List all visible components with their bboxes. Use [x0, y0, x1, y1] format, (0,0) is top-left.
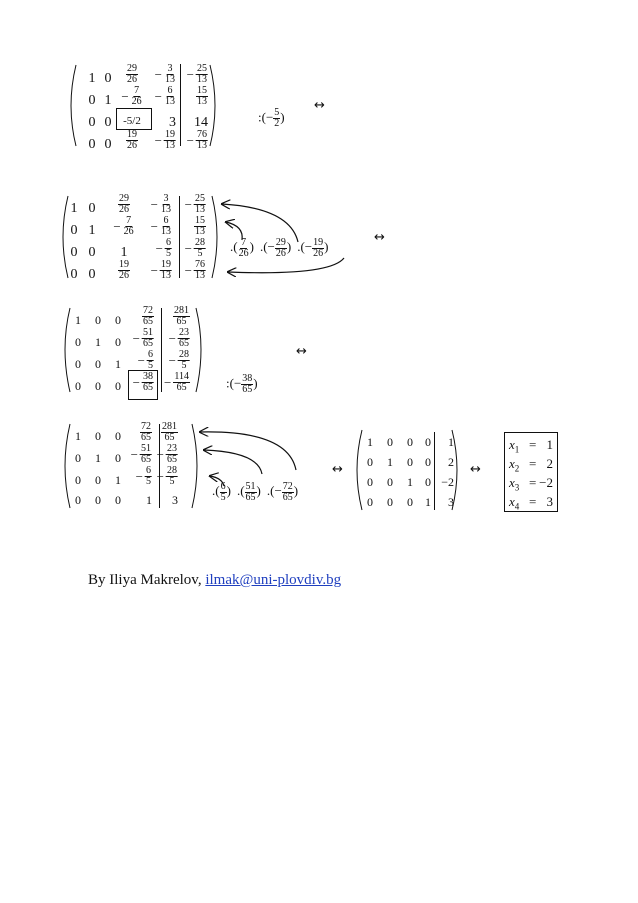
matrix-entry: 14 — [194, 115, 208, 130]
denominator: 13 — [195, 270, 205, 281]
denominator: 26 — [275, 248, 286, 259]
matrix-entry: 1 — [88, 71, 96, 86]
minus-sign: − — [150, 197, 158, 212]
numerator: 19 — [313, 237, 324, 248]
numerator: 114 — [174, 371, 189, 382]
numerator: 23 — [179, 327, 189, 338]
matrix-entry: 0 — [95, 493, 101, 507]
minus-sign: − — [150, 219, 158, 234]
matrix-entry: 1 — [146, 493, 152, 507]
minus-sign: − — [113, 219, 121, 234]
numerator: 38 — [143, 371, 153, 382]
denominator: 13 — [165, 96, 175, 107]
numerator: 19 — [127, 129, 137, 140]
denominator: 13 — [195, 226, 205, 237]
numerator: 51 — [245, 481, 256, 492]
denominator: 65 — [143, 338, 153, 349]
minus-sign: − — [132, 331, 140, 346]
numerator: 3 — [167, 63, 173, 74]
numerator: 25 — [197, 63, 207, 74]
denominator: 5 — [169, 476, 175, 487]
matrix-entry: -5/2 — [123, 115, 141, 127]
row-multiplier: .( $\frac{6}{5}$ ) — [212, 481, 231, 503]
matrix-entry: 1 — [387, 455, 393, 469]
minus-sign: − — [155, 241, 163, 256]
numerator: 76 — [195, 259, 205, 270]
minus-sign: − — [156, 469, 164, 484]
numerator: 28 — [195, 237, 205, 248]
numerator: 19 — [165, 129, 175, 140]
matrix-entry: 0 — [425, 435, 431, 449]
matrix-entry: 0 — [75, 335, 81, 349]
matrix-entry: 1 — [448, 435, 454, 449]
matrix-entry: 0 — [367, 495, 373, 509]
matrix-entry: 0 — [407, 455, 413, 469]
denominator: 5 — [181, 360, 187, 371]
matrix-entry: 1 — [88, 223, 96, 238]
op-numerator: 38 — [242, 373, 253, 384]
matrix-entry: 0 — [367, 475, 373, 489]
denominator: 26 — [238, 248, 249, 259]
denominator: 5 — [148, 360, 153, 371]
matrix-entry: 0 — [115, 451, 121, 465]
matrix-entry: 0 — [115, 313, 121, 327]
denominator: 13 — [165, 140, 175, 151]
matrix-entry: 1 — [95, 335, 101, 349]
author-name: By Iliya Makrelov, — [88, 572, 202, 588]
minus-sign: − — [164, 375, 172, 390]
matrix-entry: 1 — [95, 451, 101, 465]
row-multiplier: .( $\frac{51}{65}$ ) — [236, 481, 261, 503]
minus-sign: − — [168, 331, 176, 346]
matrix-entry: 1 — [115, 473, 121, 487]
denominator: 65 — [176, 316, 187, 327]
numerator: 25 — [195, 193, 205, 204]
row-multiplier: .(− $\frac{19}{26}$ ) — [297, 237, 329, 259]
op-numerator: 5 — [274, 107, 280, 118]
minus-sign: − — [154, 133, 162, 148]
matrix-entry: 1 — [115, 357, 121, 371]
matrix-entry: 2 — [448, 455, 454, 469]
matrix-entry: 0 — [367, 455, 373, 469]
denominator: 13 — [197, 74, 207, 85]
minus-sign: − — [186, 67, 194, 82]
numerator: 72 — [143, 305, 153, 316]
row-multiplier: .(− $\frac{72}{65}$ ) — [266, 481, 299, 503]
numerator: 7 — [241, 237, 247, 248]
numerator: 6 — [163, 215, 169, 226]
variable-label: $x_3$ — [509, 475, 520, 493]
denominator: 26 — [127, 74, 137, 85]
denominator: 26 — [119, 270, 129, 281]
equivalence-arrow: ↔ — [332, 462, 343, 477]
matrix-entry: 0 — [104, 137, 112, 152]
matrix-entry: 3 — [448, 495, 454, 509]
numerator: 7 — [134, 85, 140, 96]
minus-sign: − — [130, 447, 138, 462]
row-multiplier: .(− $\frac{29}{26}$ ) — [259, 237, 292, 259]
denominator: 26 — [313, 248, 324, 259]
matrix-entry: 0 — [75, 473, 81, 487]
denominator: 26 — [123, 226, 134, 237]
numerator: 23 — [167, 443, 177, 454]
variable-value: 2 — [546, 456, 553, 471]
numerator: 28 — [179, 349, 189, 360]
matrix-entry: 0 — [407, 495, 413, 509]
matrix-entry: 0 — [387, 495, 393, 509]
matrix-entry: 0 — [70, 267, 78, 282]
denominator: 5 — [220, 492, 226, 503]
variable-label: $x_4$ — [509, 494, 520, 512]
matrix-entry: 0 — [425, 455, 431, 469]
numerator: 6 — [220, 481, 226, 492]
denominator: 65 — [176, 382, 187, 393]
op-suffix: ) — [280, 109, 285, 125]
minus-sign: − — [121, 89, 129, 104]
denominator: 65 — [143, 316, 153, 327]
matrix-entry: 0 — [115, 379, 121, 393]
numerator: 6 — [146, 465, 151, 476]
matrix-entry: 1 — [70, 201, 78, 216]
denominator: 65 — [143, 382, 153, 393]
minus-sign: − — [154, 89, 162, 104]
equals-sign: = — [529, 494, 537, 509]
denominator: 65 — [282, 492, 293, 503]
matrix-entry: 0 — [95, 473, 101, 487]
matrix-entry: 0 — [115, 429, 121, 443]
denominator: 65 — [179, 338, 189, 349]
minus-sign: − — [184, 197, 192, 212]
matrix-entry: 0 — [104, 71, 112, 86]
numerator: 6 — [167, 85, 173, 96]
equals-sign: = — [529, 456, 537, 471]
denominator: 13 — [161, 226, 171, 237]
equivalence-arrow: ↔ — [374, 230, 385, 245]
denominator: 13 — [165, 74, 175, 85]
matrix-entry: −2 — [441, 475, 454, 489]
minus-sign: − — [184, 263, 192, 278]
numerator: 3 — [163, 193, 169, 204]
variable-value: −2 — [539, 475, 553, 490]
numerator: 281 — [174, 305, 189, 316]
minus-sign: − — [132, 375, 140, 390]
op-suffix: ) — [253, 375, 258, 391]
matrix-entry: 0 — [88, 267, 96, 282]
denominator: 5 — [146, 476, 151, 487]
matrix-entry: 3 — [172, 493, 178, 507]
denominator: 26 — [131, 96, 142, 107]
denominator: 65 — [245, 492, 256, 503]
numerator: 29 — [127, 63, 137, 74]
row-multiplier: .( $\frac{7}{26}$ ) — [230, 237, 254, 259]
matrix-entry: 1 — [425, 495, 431, 509]
denominator: 13 — [197, 140, 207, 151]
matrix-entry: 0 — [95, 429, 101, 443]
denominator: 13 — [197, 96, 207, 107]
numerator: 19 — [119, 259, 129, 270]
variable-label: $x_2$ — [509, 456, 520, 474]
equivalence-arrow: ↔ — [470, 462, 481, 477]
minus-sign: − — [186, 133, 194, 148]
op-denominator: 65 — [242, 384, 253, 395]
matrix-entry: 0 — [75, 379, 81, 393]
matrix-entry: 0 — [75, 451, 81, 465]
denominator: 26 — [119, 204, 129, 215]
numerator: 51 — [141, 443, 151, 454]
matrix-entry: 3 — [169, 115, 176, 130]
matrix-entry: 1 — [75, 429, 81, 443]
matrix-entry: 1 — [104, 93, 112, 108]
matrix-entry: 0 — [88, 201, 96, 216]
matrix-entry: 0 — [425, 475, 431, 489]
author-email-link[interactable]: ilmak@uni-plovdiv.bg — [205, 572, 342, 588]
matrix-entry: 0 — [70, 223, 78, 238]
matrix-entry: 0 — [115, 335, 121, 349]
matrix-entry: 0 — [115, 493, 121, 507]
minus-sign: − — [156, 447, 164, 462]
equals-sign: = — [529, 475, 537, 490]
matrix-entry: 1 — [367, 435, 373, 449]
matrix-entry: 0 — [407, 435, 413, 449]
solution-box — [504, 432, 558, 512]
denominator: 13 — [195, 204, 205, 215]
denominator: 26 — [127, 140, 137, 151]
augment-divider — [434, 432, 435, 510]
minus-sign: − — [154, 67, 162, 82]
matrix-entry: 0 — [95, 357, 101, 371]
op-prefix: :(− — [226, 375, 242, 391]
minus-sign: − — [135, 469, 143, 484]
numerator: 15 — [197, 85, 207, 96]
denominator: 65 — [141, 432, 151, 443]
matrix-entry: 0 — [88, 245, 96, 260]
matrix-entry: 1 — [120, 245, 128, 260]
numerator: 72 — [282, 481, 293, 492]
minus-sign: − — [184, 241, 192, 256]
equivalence-arrow: ↔ — [314, 98, 325, 113]
matrix-entry: 0 — [75, 493, 81, 507]
op-prefix: :(− — [258, 109, 274, 125]
numerator: 72 — [141, 421, 151, 432]
author-credit — [88, 572, 341, 589]
numerator: 6 — [166, 237, 171, 248]
variable-value: 3 — [546, 494, 553, 509]
minus-sign: − — [168, 353, 176, 368]
matrix-entry: 0 — [95, 313, 101, 327]
numerator: 7 — [126, 215, 132, 226]
op-denominator: 2 — [274, 118, 280, 129]
denominator: 5 — [166, 248, 171, 259]
minus-sign: − — [150, 263, 158, 278]
denominator: 65 — [141, 454, 151, 465]
numerator: 76 — [197, 129, 207, 140]
matrix-entry: 0 — [70, 245, 78, 260]
matrix-entry: 0 — [387, 475, 393, 489]
denominator: 65 — [164, 432, 175, 443]
numerator: 29 — [275, 237, 286, 248]
matrix-entry: 1 — [75, 313, 81, 327]
numerator: 51 — [143, 327, 153, 338]
minus-sign: − — [137, 353, 145, 368]
matrix-entry: 0 — [88, 137, 96, 152]
numerator: 281 — [162, 421, 177, 432]
denominator: 65 — [167, 454, 177, 465]
equals-sign: = — [529, 437, 537, 452]
numerator: 15 — [195, 215, 205, 226]
matrix-entry: 0 — [95, 379, 101, 393]
matrix-entry: 1 — [407, 475, 413, 489]
denominator: 5 — [197, 248, 203, 259]
matrix-entry: 0 — [104, 115, 112, 130]
matrix-entry: 0 — [88, 115, 96, 130]
denominator: 13 — [161, 270, 171, 281]
numerator: 19 — [161, 259, 171, 270]
equivalence-arrow: ↔ — [296, 344, 307, 359]
matrix-entry: 0 — [88, 93, 96, 108]
numerator: 6 — [148, 349, 153, 360]
numerator: 29 — [119, 193, 129, 204]
variable-label: $x_1$ — [509, 437, 520, 455]
numerator: 28 — [167, 465, 177, 476]
matrix-entry: 0 — [387, 435, 393, 449]
matrix-entry: 0 — [75, 357, 81, 371]
variable-value: 1 — [546, 437, 553, 452]
denominator: 13 — [161, 204, 171, 215]
